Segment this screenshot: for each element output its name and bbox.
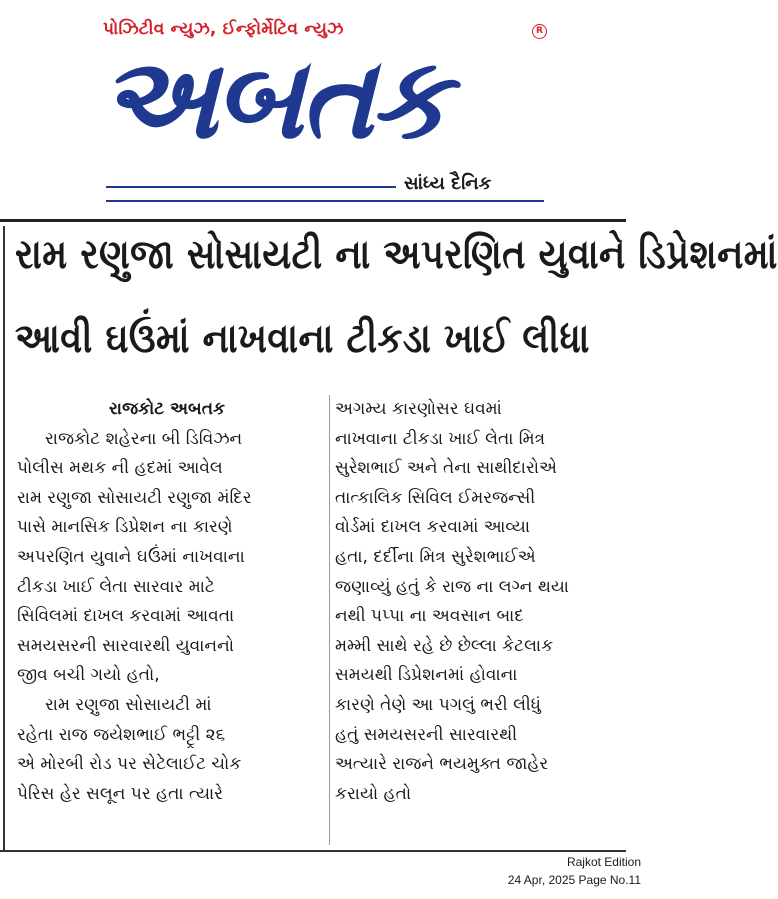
article-headline [15, 226, 778, 366]
body-line: રામ રણુજા સોસાયટી રણુજા મંદિર [17, 487, 252, 508]
newspaper-logo: અબતક [100, 34, 446, 164]
body-line: વોર્ડમાં દાખલ કરવામાં આવ્યા [335, 517, 531, 538]
top-divider [0, 219, 626, 222]
registered-trademark-icon: R [532, 24, 547, 39]
body-line: એ મોરબી રોડ પર સેટેલાઈટ ચોક [17, 754, 242, 775]
body-line: નાખવાના ટીકડા ખાઈ લેતા મિત્ર [335, 428, 546, 449]
body-line: પોલીસ મથક ની હદમાં આવેલ [17, 458, 223, 479]
masthead-rule [106, 186, 396, 188]
body-line: રહેતા રાજ જયેશભાઈ ભટ્ટ્રી ૨૬ [17, 724, 226, 745]
body-line: કરાયો હતો [335, 783, 412, 804]
date-page-label: 24 Apr, 2025 Page No.11 [507, 873, 641, 887]
body-line: કારણે તેણે આ પગલું ભરી લીધું [335, 694, 541, 715]
article-dateline: રાજકોટ અબતક [109, 399, 225, 419]
masthead [0, 0, 651, 215]
body-line: રાજકોટ શહેરના બી ડિવિઝન [45, 428, 243, 449]
body-line: તાત્કાલિક સિવિલ ઈમરજન્સી [335, 487, 536, 508]
masthead-tagline: પોઝિટીવ ન્યુઝ, ઈન્ફોર્મેટિવ ન્યુઝ [103, 19, 344, 39]
body-line: જણાવ્યું હતું કે રાજ ના લગ્ન થયા [335, 576, 569, 597]
article-column-right [335, 395, 625, 809]
headline-line: રામ રણુજા સોસાયટી ના અપરણિત યુવાને ડિપ્રેશનમાં [15, 230, 778, 278]
edition-label: Rajkot Edition [566, 855, 641, 869]
article-column-left [17, 395, 317, 809]
body-line: હતા, દર્દીના મિત્ર સુરેશભાઈએ [335, 546, 536, 567]
body-line: સમયથી ડિપ્રેશનમાં હોવાના [335, 665, 518, 686]
masthead-subtagline: સાંધ્ય દૈનિક [404, 173, 492, 194]
body-line: સમયસરની સારવારથી યુવાનનો [17, 635, 235, 656]
body-line: અત્યારે રાજને ભયમુક્ત જાહેર [335, 754, 549, 775]
body-line: સુરેશભાઈ અને તેના સાથીદારોએ [335, 458, 557, 479]
body-line: મમ્મી સાથે રહે છે છેલ્લા કેટલાક [335, 635, 554, 656]
body-line: પાસે માનસિક ડિપ્રેશન ના કારણે [17, 517, 233, 538]
body-line: અપરણિત યુવાને ઘઉંમાં નાખવાના [17, 546, 245, 567]
body-line: રામ રણુજા સોસાયટી માં [45, 694, 212, 715]
bottom-divider [0, 850, 626, 852]
body-line: પેરિસ હેર સલૂન પર હતા ત્યારે [17, 783, 223, 804]
body-line: નથી પપ્પા ના અવસાન બાદ [335, 606, 524, 627]
masthead-underline [106, 200, 544, 202]
body-line: જીવ બચી ગયો હતો, [17, 665, 160, 686]
body-line: હતું સમયસરની સારવારથી [335, 724, 518, 745]
body-line: અગમ્ય કારણોસર ઘવમાં [335, 399, 502, 419]
news-article [3, 226, 778, 850]
headline-line: આવી ઘઉંમાં નાખવાના ટીકડા ખાઈ લીધા [15, 314, 590, 362]
body-line: ટીકડા ખાઈ લેતા સારવાર માટે [17, 576, 215, 597]
body-line: સિવિલમાં દાખલ કરવામાં આવતા [17, 606, 235, 627]
column-divider [329, 395, 330, 845]
